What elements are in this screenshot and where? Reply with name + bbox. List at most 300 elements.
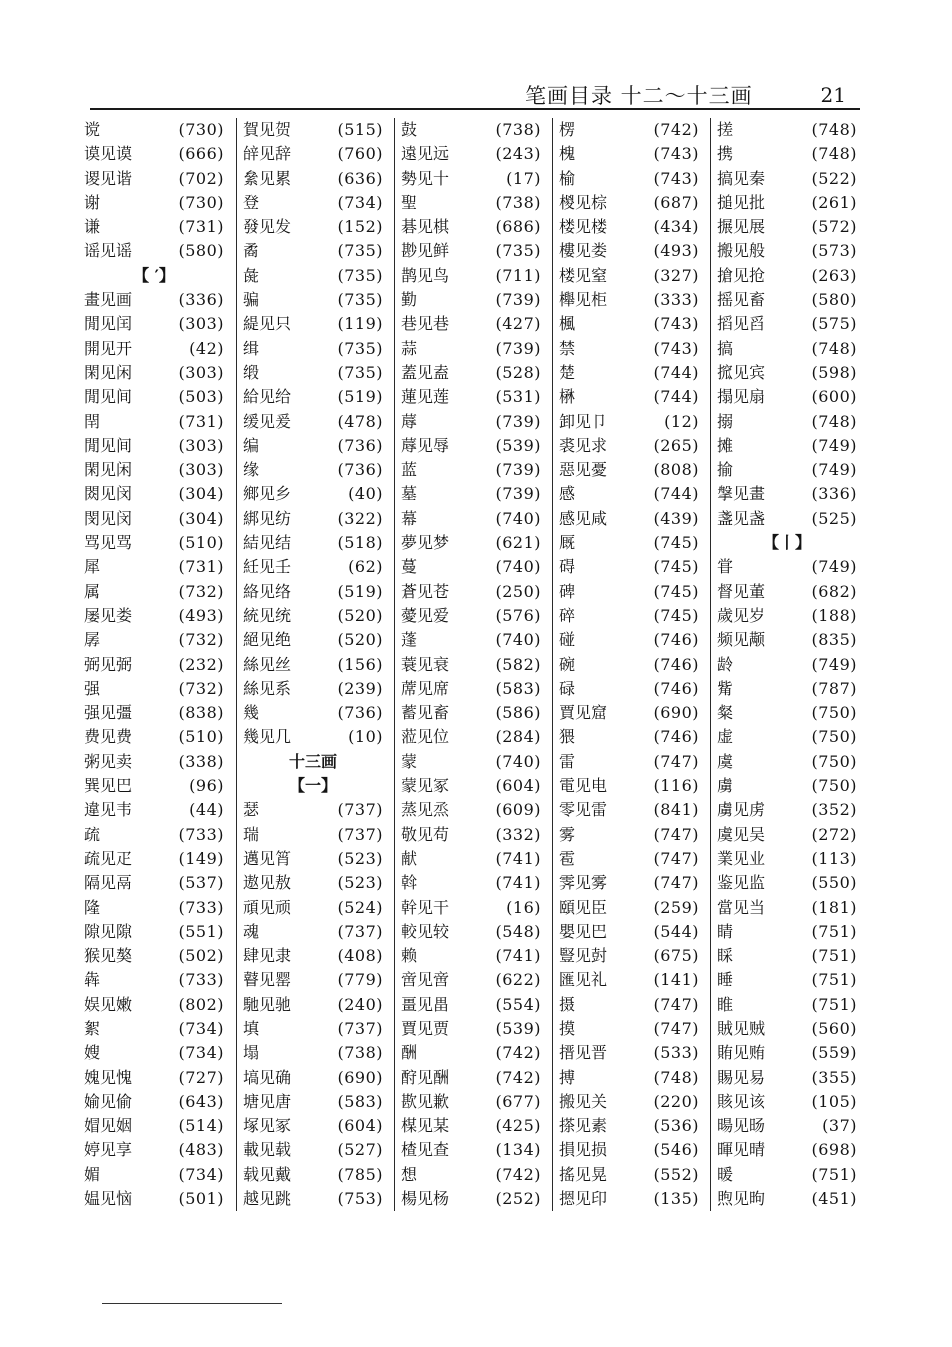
entry-page-ref: (733) [178,897,224,917]
index-entry [78,361,230,385]
entry-character: 緹见只 [243,314,292,334]
entry-page-ref: (332) [495,824,541,844]
entry-character: 樓见娄 [559,241,608,261]
entry-page-ref: (609) [495,800,541,820]
entry-character: 啻见啻 [401,970,450,990]
entry-page-ref: (747) [653,848,699,868]
entry-page-ref: (523) [337,848,383,868]
entry-page-ref: (518) [337,533,383,553]
index-entry [553,385,705,409]
entry-character: 絲见丝 [243,654,292,674]
index-entry [711,191,863,215]
entry-character: 携 [717,144,734,164]
entry-character: 填 [243,1018,260,1038]
entry-character: 絫见累 [243,168,292,188]
index-entry [237,725,389,749]
entry-character: 發见发 [243,217,292,237]
entry-page-ref: (736) [337,435,383,455]
index-entry [78,725,230,749]
entry-page-ref: (515) [337,120,383,139]
entry-page-ref: (690) [653,703,699,723]
index-entry [237,1017,389,1041]
entry-character: 蒙见冢 [401,776,450,796]
index-entry [237,458,389,482]
index-entry [237,1066,389,1090]
index-entry [237,361,389,385]
entry-character: 厩 [559,533,576,553]
entry-page-ref: (742) [653,120,699,139]
entry-character: 媮见偷 [84,1091,133,1111]
entry-character: 遨见敖 [243,873,292,893]
index-entry [78,118,230,142]
index-entry [553,167,705,191]
entry-character: 暉见晴 [717,1140,766,1160]
entry-page-ref: (622) [495,970,541,990]
entry-character: 搞 [717,338,734,358]
entry-character: 搫见畫 [717,484,766,504]
index-entry [395,410,547,434]
entry-character: 摁见印 [559,1189,608,1209]
entry-page-ref: (240) [337,994,383,1014]
index-entry [237,896,389,920]
index-entry [237,823,389,847]
entry-character: 屡见娄 [84,605,133,625]
entry-character: 猴见獒 [84,946,133,966]
entry-page-ref: (731) [178,411,224,431]
entry-page-ref: (519) [337,581,383,601]
entry-page-ref: (533) [653,1043,699,1063]
entry-page-ref: (682) [811,581,857,601]
entry-character: 遠见远 [401,144,450,164]
index-entry [395,507,547,531]
entry-page-ref: (738) [495,192,541,212]
entry-page-ref: (745) [653,557,699,577]
entry-page-ref: (753) [337,1189,383,1209]
entry-character: 蒸见烝 [401,800,450,820]
entry-character: 尠见鲜 [401,241,450,261]
entry-page-ref: (737) [337,921,383,941]
entry-page-ref: (62) [348,557,383,577]
entry-character: 歲见岁 [717,605,766,625]
index-entry [395,896,547,920]
entry-character: 缎 [243,362,260,382]
index-entry [553,191,705,215]
entry-character: 谠 [84,120,101,139]
entry-page-ref: (730) [178,192,224,212]
section-heading-text: 【丨】 [762,533,811,553]
entry-character: 絮 [84,1018,101,1038]
entry-page-ref: (134) [495,1140,541,1160]
entry-character: 畫见画 [84,290,133,310]
entry-character: 睛 [717,921,734,941]
entry-character: 塙见确 [243,1067,292,1087]
entry-page-ref: (96) [189,776,224,796]
entry-page-ref: (336) [811,484,857,504]
entry-page-ref: (802) [178,994,224,1014]
entry-page-ref: (746) [653,678,699,698]
entry-page-ref: (303) [178,460,224,480]
index-entry [711,361,863,385]
index-entry [78,1017,230,1041]
index-entry [553,677,705,701]
entry-page-ref: (734) [178,1043,224,1063]
entry-page-ref: (734) [178,1018,224,1038]
entry-page-ref: (520) [337,630,383,650]
index-entry [395,264,547,288]
entry-page-ref: (735) [337,338,383,358]
entry-character: 虜 [717,776,734,796]
index-entry [553,215,705,239]
index-entry [395,774,547,798]
entry-character: 辝见辞 [243,144,292,164]
entry-page-ref: (740) [495,751,541,771]
entry-page-ref: (737) [337,800,383,820]
index-column-3 [394,118,547,1211]
entry-page-ref: (733) [178,970,224,990]
entry-page-ref: (510) [178,533,224,553]
index-column-5 [710,118,863,1211]
index-entry [237,167,389,191]
index-entry [553,239,705,263]
entry-page-ref: (552) [653,1164,699,1184]
index-entry [78,653,230,677]
entry-character: 摄 [559,994,576,1014]
index-entry [553,1041,705,1065]
index-entry [395,434,547,458]
entry-character: 睡 [717,970,734,990]
entry-character: 摇见畜 [717,290,766,310]
entry-page-ref: (539) [495,1018,541,1038]
entry-page-ref: (514) [178,1116,224,1136]
entry-page-ref: (675) [653,946,699,966]
index-entry [711,920,863,944]
index-entry [395,1041,547,1065]
entry-character: 登 [243,192,260,212]
entry-character: 督见董 [717,581,766,601]
entry-page-ref: (149) [178,848,224,868]
entry-page-ref: (737) [337,824,383,844]
index-entry [237,920,389,944]
entry-page-ref: (522) [811,168,857,188]
entry-page-ref: (741) [495,946,541,966]
entry-page-ref: (232) [178,654,224,674]
index-entry [553,410,705,434]
entry-character: 睢 [717,994,734,1014]
entry-page-ref: (40) [348,484,383,504]
stroke-index-columns [78,118,868,1209]
index-entry [78,774,230,798]
entry-character: 鹊见鸟 [401,265,450,285]
index-entry [553,458,705,482]
index-entry [711,458,863,482]
index-entry [78,1066,230,1090]
index-column-2 [236,118,389,1211]
entry-page-ref: (746) [653,630,699,650]
page-number: 21 [820,83,846,107]
entry-page-ref: (736) [337,703,383,723]
entry-page-ref: (327) [653,265,699,285]
entry-page-ref: (735) [337,362,383,382]
entry-page-ref: (743) [653,314,699,334]
entry-page-ref: (586) [495,703,541,723]
running-header-title: 笔画目录 十二～十三画 [525,84,753,108]
entry-page-ref: (739) [495,411,541,431]
entry-page-ref: (747) [653,994,699,1014]
entry-page-ref: (835) [811,630,857,650]
entry-character: 猥 [559,727,576,747]
entry-character: 楂见查 [401,1140,450,1160]
entry-page-ref: (677) [495,1091,541,1111]
index-entry [395,1017,547,1041]
entry-page-ref: (749) [811,557,857,577]
index-entry [711,434,863,458]
entry-character: 睬 [717,946,734,966]
entry-page-ref: (751) [811,994,857,1014]
entry-page-ref: (737) [337,1018,383,1038]
entry-character: 蒼见苍 [401,581,450,601]
entry-page-ref: (583) [337,1091,383,1111]
entry-character: 骗 [243,290,260,310]
index-entry [237,580,389,604]
index-entry [395,482,547,506]
index-entry [553,507,705,531]
index-entry [553,482,705,506]
index-entry [78,215,230,239]
index-entry [78,1163,230,1187]
entry-page-ref: (539) [495,435,541,455]
section-heading [237,750,389,774]
entry-page-ref: (735) [495,241,541,261]
index-entry [711,1114,863,1138]
entry-character: 疏 [84,824,101,844]
entry-character: 犀 [84,557,101,577]
entry-page-ref: (580) [178,241,224,261]
entry-character: 隙见隙 [84,921,133,941]
entry-character: 雹 [559,848,576,868]
index-entry [237,1090,389,1114]
entry-page-ref: (739) [495,338,541,358]
index-entry [237,142,389,166]
entry-page-ref: (537) [178,873,224,893]
entry-page-ref: (427) [495,314,541,334]
entry-character: 搲见宾 [717,362,766,382]
index-entry [395,798,547,822]
index-entry [711,701,863,725]
entry-character: 虞 [717,751,734,771]
index-entry [553,118,705,142]
entry-page-ref: (742) [495,1067,541,1087]
index-entry [78,410,230,434]
entry-character: 碑 [559,581,576,601]
entry-page-ref: (738) [495,120,541,139]
entry-character: 媪见恼 [84,1189,133,1209]
entry-character: 閔见闵 [84,508,133,528]
entry-character: 櫸见柜 [559,290,608,310]
index-entry [395,604,547,628]
index-entry [553,1163,705,1187]
entry-character: 媿见愧 [84,1067,133,1087]
entry-page-ref: (135) [653,1189,699,1209]
index-entry [78,993,230,1017]
entry-page-ref: (439) [653,508,699,528]
entry-character: 虞见吴 [717,824,766,844]
entry-page-ref: (527) [337,1140,383,1160]
index-entry [553,604,705,628]
entry-page-ref: (575) [811,314,857,334]
entry-page-ref: (750) [811,727,857,747]
entry-character: 豎见尌 [559,946,608,966]
entry-character: 蓐见辱 [401,435,450,455]
entry-character: 搌见展 [717,217,766,237]
index-entry [711,1017,863,1041]
index-entry [711,264,863,288]
entry-character: 卸见卩 [559,411,608,431]
index-entry [78,750,230,774]
entry-page-ref: (838) [178,703,224,723]
entry-character: 較见较 [401,921,450,941]
entry-character: 蓬 [401,630,418,650]
entry-character: 隔见鬲 [84,873,133,893]
entry-character: 婷见享 [84,1140,133,1160]
entry-page-ref: (113) [811,848,857,868]
entry-character: 搯见舀 [717,314,766,334]
index-entry [237,1163,389,1187]
index-entry [395,458,547,482]
index-entry [711,507,863,531]
index-entry [78,288,230,312]
entry-page-ref: (741) [495,873,541,893]
entry-character: 虜见虏 [717,800,766,820]
entry-page-ref: (525) [811,508,857,528]
index-entry [237,993,389,1017]
entry-character: 甞 [717,557,734,577]
entry-character: 搖见晃 [559,1164,608,1184]
index-entry [237,507,389,531]
entry-page-ref: (731) [178,217,224,237]
index-entry [711,993,863,1017]
entry-page-ref: (748) [811,338,857,358]
index-entry [78,1090,230,1114]
index-entry [237,871,389,895]
entry-character: 觜 [717,678,734,698]
entry-character: 絡见络 [243,581,292,601]
entry-page-ref: (524) [337,897,383,917]
index-entry [237,1138,389,1162]
entry-character: 雷 [559,751,576,771]
entry-page-ref: (304) [178,484,224,504]
entry-character: 蓝 [401,460,418,480]
index-entry [711,1163,863,1187]
index-entry [237,1187,389,1211]
entry-page-ref: (493) [178,605,224,625]
index-entry [395,312,547,336]
entry-character: 幾见几 [243,727,292,747]
entry-page-ref: (598) [811,362,857,382]
entry-page-ref: (483) [178,1140,224,1160]
index-entry [711,1066,863,1090]
entry-page-ref: (727) [178,1067,224,1087]
entry-character: 越见跳 [243,1189,292,1209]
entry-page-ref: (748) [653,1067,699,1087]
entry-page-ref: (747) [653,1018,699,1038]
entry-character: 搬见般 [717,241,766,261]
entry-page-ref: (550) [811,873,857,893]
entry-character: 嬰见巴 [559,921,608,941]
index-entry [711,482,863,506]
entry-character: 幕 [401,508,418,528]
index-entry [395,385,547,409]
entry-character: 魂 [243,921,260,941]
index-entry [395,288,547,312]
entry-page-ref: (352) [811,800,857,820]
entry-page-ref: (730) [178,120,224,139]
index-entry [711,798,863,822]
index-entry [553,1187,705,1211]
index-entry [553,1066,705,1090]
entry-character: 絕见绝 [243,630,292,650]
index-entry [237,1041,389,1065]
entry-page-ref: (698) [811,1140,857,1160]
entry-character: 塚见冢 [243,1116,292,1136]
index-entry [711,1041,863,1065]
index-entry [711,968,863,992]
entry-page-ref: (434) [653,217,699,237]
index-entry [395,871,547,895]
entry-page-ref: (748) [811,411,857,431]
index-entry [237,191,389,215]
entry-character: 榆 [559,168,576,188]
index-entry [78,312,230,336]
entry-character: 属 [84,581,101,601]
entry-character: 蓆见席 [401,678,450,698]
entry-character: 鉴见监 [717,873,766,893]
entry-character: 暖 [717,1164,734,1184]
index-entry [395,1163,547,1187]
entry-character: 勤 [401,290,418,310]
entry-page-ref: (42) [189,338,224,358]
entry-character: 賄见贿 [717,1043,766,1063]
entry-character: 犇 [84,970,101,990]
entry-character: 賊见贼 [717,1018,766,1038]
entry-character: 閈 [84,411,101,431]
entry-character: 閒见闰 [84,314,133,334]
entry-character: 碌 [559,678,576,698]
index-entry [78,604,230,628]
entry-page-ref: (738) [337,1043,383,1063]
entry-page-ref: (740) [495,630,541,650]
index-entry [78,1187,230,1211]
entry-character: 蒞见位 [401,727,450,747]
index-entry [395,1066,547,1090]
entry-character: 搥见批 [717,192,766,212]
index-entry [78,968,230,992]
entry-page-ref: (510) [178,727,224,747]
entry-page-ref: (572) [811,217,857,237]
entry-character: 禁 [559,338,576,358]
entry-page-ref: (711) [495,265,541,285]
entry-page-ref: (322) [337,508,383,528]
entry-character: 嫂 [84,1043,101,1063]
index-entry [553,993,705,1017]
index-entry [553,896,705,920]
entry-character: 斡 [401,873,418,893]
index-entry [78,1041,230,1065]
entry-character: 谣见谣 [84,241,133,261]
entry-character: 裘见求 [559,435,608,455]
entry-page-ref: (744) [653,362,699,382]
entry-character: 勢见十 [401,168,450,188]
entry-page-ref: (10) [348,727,383,747]
